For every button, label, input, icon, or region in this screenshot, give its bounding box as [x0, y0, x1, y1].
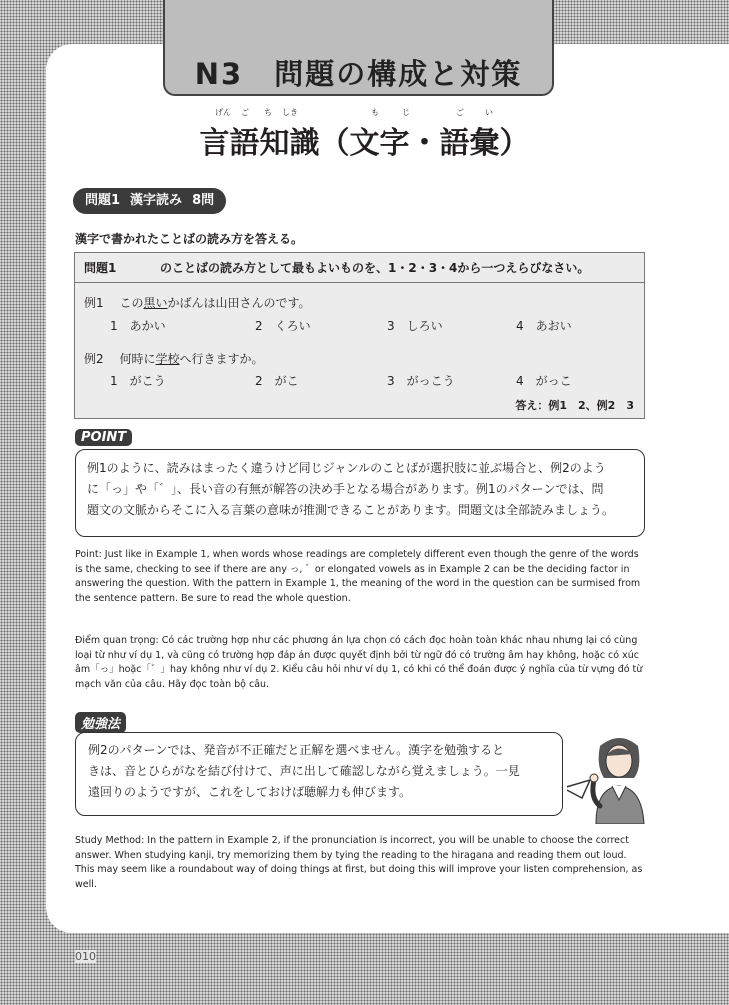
example-after: へ行きますか。 [179, 352, 264, 366]
example-2 [84, 350, 264, 367]
ruby: ち [264, 108, 272, 117]
choice-num: 2 [255, 319, 263, 333]
ruby: しき [282, 108, 298, 117]
choice [110, 372, 166, 389]
point-box [75, 449, 645, 537]
header-tab [163, 0, 554, 96]
teacher-illustration-icon [560, 728, 655, 824]
choice-text: あかい [129, 319, 166, 333]
ruby: ご [241, 108, 249, 117]
point-vietnamese: Điểm quan trọng: Có các trường hợp như các phương án lựa chọn có cách đọc hoàn toàn khác nhau nhưng lại có cùng loại từ như ví dụ 1, và cũng có trường hợp đáp án được quyết định bởi từ ngữ đó có trường âm hay không, hoặc có xúc âm「っ」hoặc「゛」hay không như ví dụ 2. Kiểu câu hỏi như ví dụ 1, có khi có thể đoán được ý nghĩa của từ vựng đó từ mạch văn của câu. Hãy đọc toàn bộ câu. [75, 635, 643, 690]
study-badge: 勉強法 [75, 712, 126, 733]
choice [387, 372, 455, 389]
choice-num: 3 [387, 374, 395, 388]
point-english: Point: Just like in Example 1, when words whose readings are completely different even though the genre of the words is the same, checking to see if there are any っ, ゛or elongated vowels as in Example 2 can be the deciding factor in answering the question. With the pattern in Example 1, the meaning of the word in the question can be surmised from the sentence pattern. Be sure to read the whole question. [75, 549, 641, 604]
choice [110, 317, 166, 334]
choice [516, 372, 572, 389]
problem-sub: 漢字読み [130, 193, 183, 208]
ruby: い [485, 108, 493, 117]
question-box [74, 252, 645, 419]
ruby: げん [215, 108, 231, 117]
study-line: 例2のパターンでは、発音が不正確だと正解を選べません。漢字を勉強すると [88, 743, 505, 757]
example-underlined: 学校 [155, 352, 180, 366]
point-line: 例1のように、読みはまったく違うけど同じジャンルのことばが選択肢に並ぶ場合と、例2のよう [87, 461, 606, 475]
study-line: きは、音とひらがなを結び付けて、声に出して確認しながら覚えましょう。一見 [88, 764, 520, 778]
choice-num: 3 [387, 319, 395, 333]
section-title: 言語知識（文字・語彙） [199, 126, 530, 161]
choice-num: 1 [110, 374, 118, 388]
example-after: かばんは山田さんのです。 [167, 296, 311, 310]
choice [255, 317, 311, 334]
study-english: Study Method: In the pattern in Example 2, if the pronunciation is incorrect, you will be unable to choose the correct answer. When studying kanji, try memorizing them by tying the reading to the hiragana and reading them out loud. This may seem like a roundabout way of doing things at first, but doing this will improve your listen comprehension, as well. [75, 835, 643, 890]
example-label: 例2 [84, 352, 104, 366]
ruby: ご [456, 108, 464, 117]
choice-text: くろい [274, 319, 311, 333]
example-1 [84, 294, 311, 311]
example-before: この [119, 296, 144, 310]
point-line: に「っ」や「゛」、長い音の有無が解答の決め手となる場合があります。例1のパターンでは、問 [87, 482, 604, 496]
question-number: 問題1 [84, 261, 117, 275]
study-line: 遠回りのようですが、これをしておけば聴解力も伸びます。 [88, 785, 412, 799]
page-number: 010 [75, 950, 96, 963]
example-before: 何時に [119, 352, 156, 366]
choice-num: 4 [516, 374, 524, 388]
choice-text: がこう [129, 374, 166, 388]
problem-count: 8問 [192, 193, 215, 208]
problem-pill [73, 188, 226, 214]
ruby: も [371, 108, 379, 117]
choice-num: 2 [255, 374, 263, 388]
problem-label: 問題1 [85, 193, 121, 208]
example-underlined: 黒い [143, 296, 168, 310]
choice-num: 1 [110, 319, 118, 333]
choice-text: しろい [406, 319, 443, 333]
answer-key: 答え：例1 2、例2 3 [515, 399, 634, 412]
point-line: 題文の文脈からそこに入る言葉の意味が推測できることがあります。問題文は全部読みましょう。 [87, 503, 615, 517]
point-badge: POINT [75, 429, 132, 446]
choice-text: がこ [274, 374, 299, 388]
choice [516, 317, 572, 334]
choice [255, 372, 299, 389]
choice-num: 4 [516, 319, 524, 333]
example-label: 例1 [84, 296, 104, 310]
question-header [75, 253, 644, 283]
question-prompt: のことばの読み方として最もよいものを、1・2・3・4から一つえらびなさい。 [160, 261, 590, 275]
choice-text: がっこう [406, 374, 455, 388]
instruction: 漢字で書かれたことばの読み方を答える。 [75, 232, 304, 246]
choice [387, 317, 443, 334]
choice-text: あおい [535, 319, 572, 333]
choice-text: がっこ [535, 374, 572, 388]
ruby: じ [402, 108, 410, 117]
page-title: N3 問題の構成と対策 [194, 57, 523, 91]
study-box [75, 732, 563, 816]
